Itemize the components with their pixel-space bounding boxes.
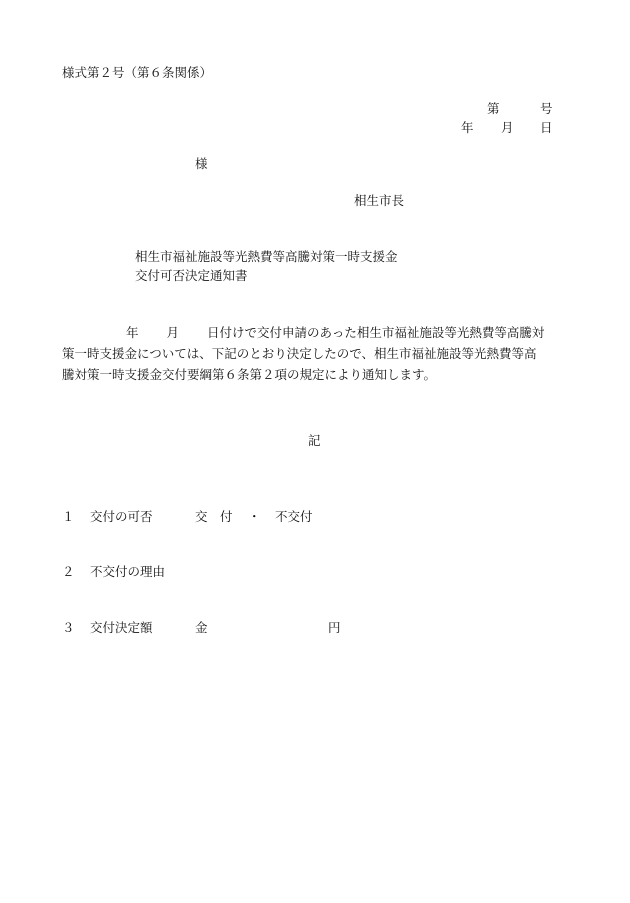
document-title-line1: 相生市福祉施設等光熱費等高騰対策一時支援金 <box>135 249 398 264</box>
body-line-2: 策一時支援金については、下記のとおり決定したので、相生市福祉施設等光熱費等高 <box>62 346 537 361</box>
notice-body <box>62 322 582 385</box>
item-1-label: 交付の可否 <box>90 509 153 524</box>
date-day: 日 <box>540 120 553 135</box>
body-month: 月 <box>166 325 180 340</box>
issuer: 相生市長 <box>354 193 405 208</box>
item-1-number: １ <box>62 509 75 524</box>
number-suffix: 号 <box>540 101 553 116</box>
item-1-option-grant: 交 付 <box>195 509 233 524</box>
body-line-3: 騰対策一時支援金交付要綱第６条第２項の規定により通知します。 <box>62 367 437 382</box>
item-1-option-nogrant: 不交付 <box>275 509 313 524</box>
form-label: 様式第２号（第６条関係） <box>62 65 213 80</box>
body-line-1 <box>62 322 582 343</box>
body-line-1-text: 日付けで交付申請のあった相生市福祉施設等光熱費等高騰対 <box>207 325 545 340</box>
ki-heading: 記 <box>308 433 321 448</box>
date-month: 月 <box>501 120 514 135</box>
item-1-separator: ・ <box>248 509 261 524</box>
document-title-line2: 交付可否決定通知書 <box>135 268 248 283</box>
date-year: 年 <box>461 120 474 135</box>
item-3-amount-unit: 円 <box>328 620 341 635</box>
addressee-suffix: 様 <box>195 156 208 171</box>
number-prefix: 第 <box>487 101 500 116</box>
item-3-amount-prefix: 金 <box>195 620 208 635</box>
item-3-label: 交付決定額 <box>90 620 153 635</box>
body-year: 年 <box>126 325 139 340</box>
item-3-number: ３ <box>62 620 75 635</box>
item-2-number: ２ <box>62 564 75 579</box>
item-2-label: 不交付の理由 <box>90 564 166 579</box>
